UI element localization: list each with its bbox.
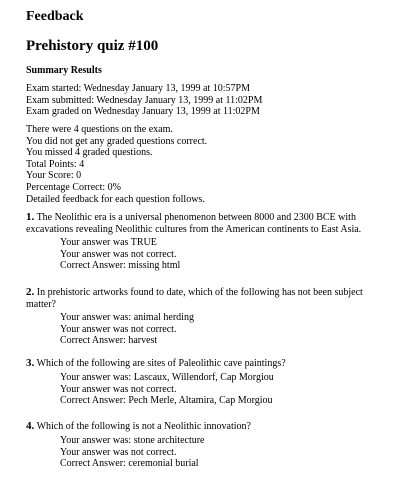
question-3-feedback	[60, 372, 274, 407]
question-text: Which of the following are sites of Paleolithic cave paintings?	[36, 358, 286, 369]
question-1	[26, 212, 386, 235]
question-4-feedback	[60, 435, 205, 470]
exam-submitted-text: Exam submitted: Wednesday January 13, 1999 at 11:02PM	[26, 94, 263, 106]
question-text: Which of the following is not a Neolithic innovation?	[36, 421, 251, 432]
total-points-text: Total Points: 4	[26, 158, 85, 170]
answer-status-text: Your answer was not correct.	[60, 248, 177, 260]
exam-timestamps	[26, 83, 262, 118]
correct-answer-text: Correct Answer: Pech Merle, Altamira, Cap Morgiou	[60, 395, 273, 407]
your-score-text: Your Score: 0	[26, 170, 82, 182]
quiz-title: Prehistory quiz #100	[26, 38, 159, 54]
summary-results	[26, 124, 207, 205]
graded-missed-text: You missed 4 graded questions.	[26, 147, 153, 159]
answer-status-text: Your answer was not correct.	[60, 323, 177, 335]
question-text: The Neolithic era is a universal phenomenon between 8000 and 2300 BCE with excavations revealing Neolithic cultures from the American continents to East Asia.	[26, 212, 362, 235]
answer-status-text: Your answer was not correct.	[60, 383, 177, 395]
exam-started-text: Exam started: Wednesday January 13, 1999 at 10:57PM	[26, 83, 250, 94]
correct-answer-text: Correct Answer: harvest	[60, 335, 158, 347]
graded-correct-text: You did not get any graded questions correct.	[26, 135, 208, 147]
question-number: 3.	[26, 357, 35, 369]
question-number: 4.	[26, 420, 35, 432]
your-answer-text: Your answer was: animal herding	[60, 312, 194, 323]
exam-graded-text: Exam graded on Wednesday January 13, 1999 at 11:02PM	[26, 106, 260, 118]
question-number: 1.	[26, 211, 35, 223]
summary-heading: Summary Results	[26, 65, 102, 76]
question-1-feedback	[60, 237, 180, 272]
question-2-feedback	[60, 312, 194, 347]
correct-answer-text: Correct Answer: missing html	[60, 260, 181, 272]
correct-answer-text: Correct Answer: ceremonial burial	[60, 458, 199, 470]
question-number: 2.	[26, 286, 35, 298]
your-answer-text: Your answer was: stone architecture	[60, 435, 205, 446]
detailed-feedback-note: Detailed feedback for each question follows.	[26, 193, 205, 205]
questions-count-text: There were 4 questions on the exam.	[26, 124, 173, 135]
question-4	[26, 421, 386, 433]
your-answer-text: Your answer was: Lascaux, Willendorf, Cap Morgiou	[60, 372, 274, 383]
your-answer-text: Your answer was TRUE	[60, 237, 157, 248]
page-title: Feedback	[26, 9, 84, 24]
question-3	[26, 358, 386, 370]
percentage-correct-text: Percentage Correct: 0%	[26, 181, 121, 193]
answer-status-text: Your answer was not correct.	[60, 446, 177, 458]
question-2	[26, 287, 386, 310]
question-text: In prehistoric artworks found to date, which of the following has not been subject matter?	[26, 287, 363, 310]
